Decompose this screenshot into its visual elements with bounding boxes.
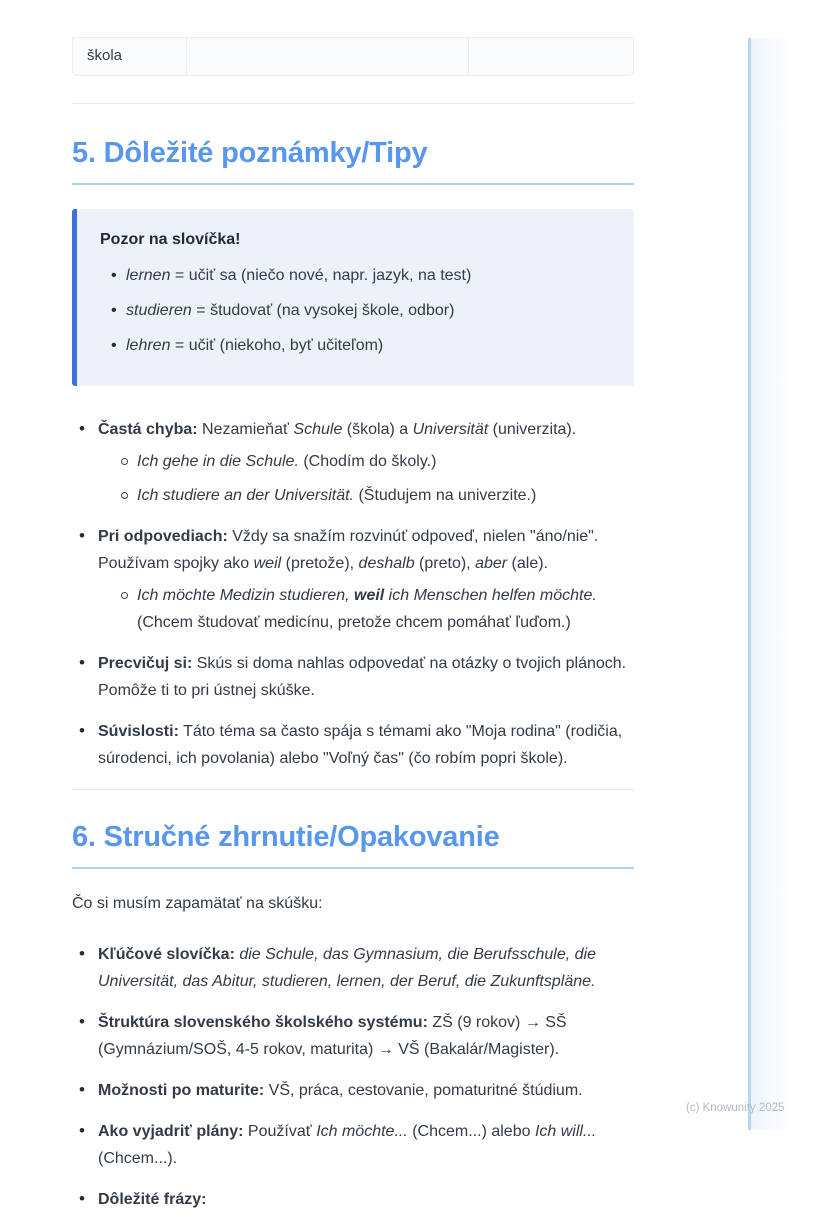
tips-list xyxy=(72,416,634,772)
table-cell-skola: škola xyxy=(87,47,123,64)
sub-list-item: Ich möchte Medizin studieren, weil ich Menschen helfen möchte. (Chcem študovať medicínu, pretože chcem pomáhať ľuďom.) xyxy=(112,582,634,636)
list-item xyxy=(72,523,634,636)
sub-list xyxy=(112,448,634,509)
list-item: • Možnosti po maturite: VŠ, práca, cestovanie, pomaturitné štúdium. xyxy=(72,1077,634,1104)
section-divider xyxy=(72,789,634,790)
page-edge-line xyxy=(748,38,751,1130)
copyright-watermark: (c) Knowunity 2025 xyxy=(686,1102,785,1114)
table-cell-empty-2 xyxy=(468,38,633,75)
list-item xyxy=(72,650,634,704)
list-item: • Kľúčové slovíčka: die Schule, das Gymnasium, die Berufsschule, die Universität, das Abitur, studieren, lernen, der Beruf, die Zukunftspläne. xyxy=(72,941,634,995)
list-item: • Dôležité frázy: xyxy=(72,1186,634,1213)
sub-list-item: Ich studiere an der Universität. (Študujem na univerzite.) xyxy=(112,482,634,509)
list-item-text: Pri odpovediach: Vždy sa snažím rozvinúť odpoveď, nielen "áno/nie". Používam spojky ako weil (pretože), deshalb (preto), aber (ale). xyxy=(98,528,599,572)
note-callout xyxy=(72,209,634,386)
table-row xyxy=(72,37,634,76)
list-item xyxy=(72,718,634,772)
table-cell-empty-1 xyxy=(186,38,468,75)
callout-list xyxy=(100,265,614,357)
list-item: • Štruktúra slovenského školského systému: ZŠ (9 rokov) → SŠ (Gymnázium/SOŠ, 4-5 rokov, maturita) → VŠ (Bakalár/Magister). xyxy=(72,1009,634,1063)
callout-item: • studieren = študovať (na vysokej škole, odbor) xyxy=(111,300,614,322)
list-item-text: Častá chyba: Nezamieňať Schule (škola) a Universität (univerzita). xyxy=(98,421,577,438)
section-divider xyxy=(72,103,634,104)
list-item-text: Precvičuj si: Skús si doma nahlas odpovedať na otázky o tvojich plánoch. Pomôže ti to pri ústnej skúške. xyxy=(98,655,627,699)
section6-heading: 6. Stručné zhrnutie/Opakovanie xyxy=(72,821,500,853)
callout-title: Pozor na slovíčka! xyxy=(100,231,241,248)
callout-item: • lernen = učiť sa (niečo nové, napr. jazyk, na test) xyxy=(111,265,614,287)
heading-underline xyxy=(72,867,634,869)
summary-list xyxy=(72,941,634,1213)
sub-list-item: Ich gehe in die Schule. (Chodím do školy.) xyxy=(112,448,634,475)
list-item: • Ako vyjadriť plány: Používať Ich möchte... (Chcem...) alebo Ich will... (Chcem...). xyxy=(72,1118,634,1172)
heading-underline xyxy=(72,183,634,185)
sub-list xyxy=(112,582,634,636)
list-item xyxy=(72,416,634,509)
list-item-text: Súvislosti: Táto téma sa často spája s témami ako "Moja rodina" (rodičia, súrodenci, ich povolania) alebo "Voľný čas" (čo robím popri škole). xyxy=(98,723,623,767)
summary-intro: Čo si musím zapamätať na skúšku: xyxy=(72,895,323,912)
page-edge-panel xyxy=(751,38,791,1130)
callout-item: • lehren = učiť (niekoho, byť učiteľom) xyxy=(111,335,614,357)
document-page xyxy=(72,0,634,1227)
section5-heading: 5. Dôležité poznámky/Tipy xyxy=(72,137,428,169)
